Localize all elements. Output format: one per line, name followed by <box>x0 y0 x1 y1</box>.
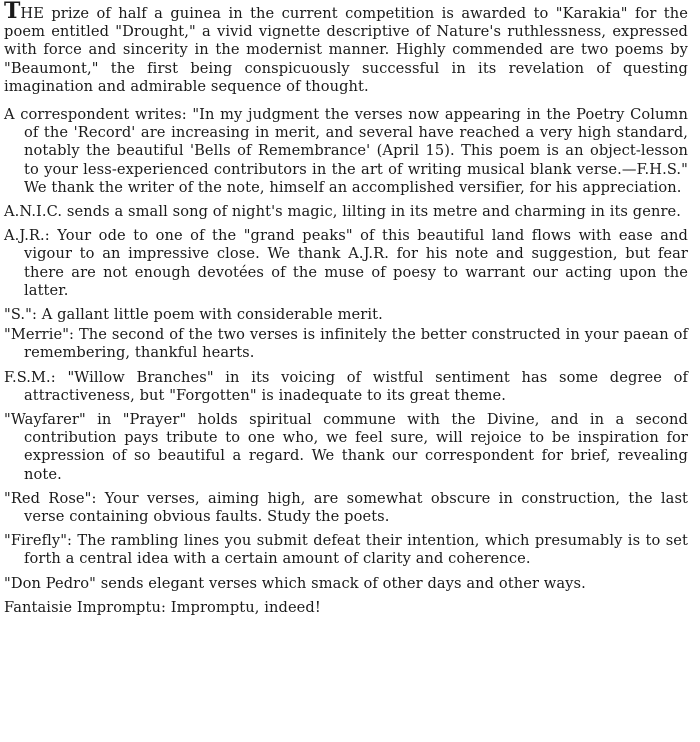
note-fantaisie-impromptu: Fantaisie Impromptu: Impromptu, indeed! <box>4 598 321 616</box>
note-firefly: "Firefly": The rambling lines you submit defeat their intention, which presumably is to set forth a central idea with a certain amount of clarity and coherence. <box>4 532 688 568</box>
note-s: "S.": A gallant little poem with considerable merit. <box>4 306 383 324</box>
note-don-pedro: "Don Pedro" sends elegant verses which smack of other days and other ways. <box>4 574 586 592</box>
note-anic: A.N.I.C. sends a small song of night's magic, lilting in its metre and charming in its genre. <box>4 203 681 221</box>
note-merrie: "Merrie": The second of the two verses is infinitely the better constructed in your paean of remembering, thankful hearts. <box>4 326 688 362</box>
note-fsm: F.S.M.: "Willow Branches" in its voicing of wistful sentiment has some degree of attractiveness, but "Forgotten" is inadequate to its great theme. <box>4 368 688 404</box>
note-correspondent: A correspondent writes: "In my judgment the verses now appearing in the Poetry Column of the 'Record' are increasing in merit, and several have reached a very high standard, notably the beautiful 'Bells of Remembrance' (April 15). This poem is an object-lesson to your less-experienced contributors in the art of writing musical blank verse.—F.H.S." We thank the writer of the note, himself an accomplished versifier, for his appreciation. <box>4 106 688 196</box>
note-ajr: A.J.R.: Your ode to one of the "grand peaks" of this beautiful land flows with ease and vigour to an impressive close. We thank A.J.R. for his note and suggestion, but fear there are not enough devotées of the muse of poesy to warrant our acting upon the latter. <box>4 227 688 299</box>
drop-cap: T <box>4 0 21 24</box>
note-red-rose: "Red Rose": Your verses, aiming high, are somewhat obscure in construction, the last verse containing obvious faults. Study the poets. <box>4 489 688 526</box>
intro-text: HE prize of half a guinea in the current competition is awarded to "Karakia" for the poem entitled "Drought," a vivid vignette descriptive of Nature's ruthlessness, expressed with force and sincerity in the modernist manner. Highly commended are two poems by "Beaumont," the first being conspicuously successful in its revelation of questing imagination and admirable sequence of thought. <box>4 5 688 95</box>
intro-paragraph <box>4 2 688 96</box>
note-wayfarer: "Wayfarer" in "Prayer" holds spiritual commune with the Divine, and in a second contribution pays tribute to one who, we feel sure, will rejoice to be inspiration for expression of so beautiful a regard. We thank our correspondent for brief, revealing note. <box>4 411 688 483</box>
